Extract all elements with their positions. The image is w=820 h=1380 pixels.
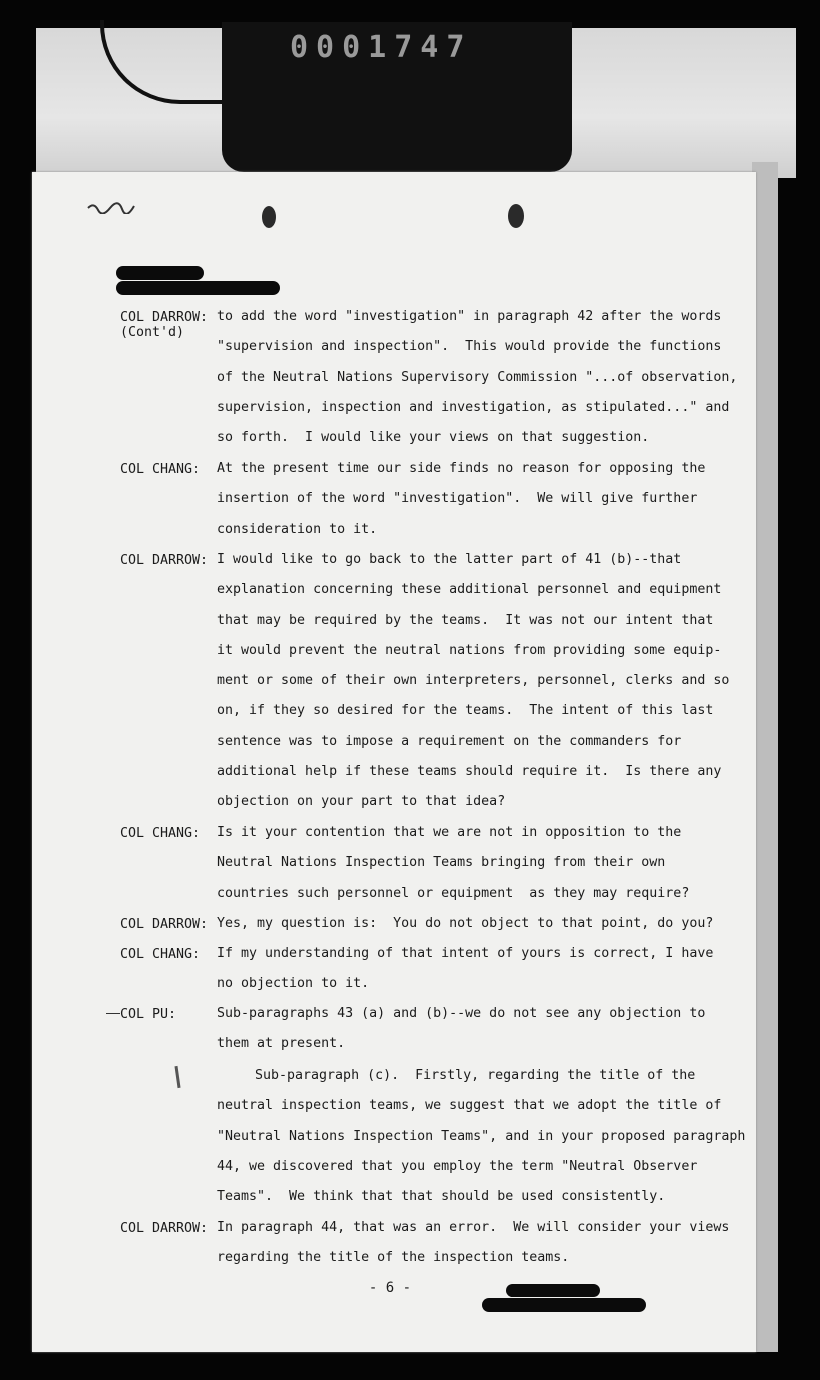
speaker-label: COL CHANG: xyxy=(120,947,201,962)
pen-mark xyxy=(86,200,136,214)
punch-hole-right xyxy=(508,204,524,228)
text-line: 44, we discovered that you employ the term "Neutral Observer xyxy=(217,1158,698,1174)
margin-tick xyxy=(106,1013,120,1014)
speech-text xyxy=(217,302,738,453)
text-line: objection on your part to that idea? xyxy=(217,794,506,810)
redaction-bar xyxy=(482,1298,646,1312)
text-line: Yes, my question is: You do not object to that point, do you? xyxy=(217,916,714,931)
text-line: ment or some of their own interpreters, personnel, clerks and so xyxy=(217,673,730,689)
text-line: them at present. xyxy=(217,1036,346,1052)
text-line: regarding the title of the inspection teams. xyxy=(217,1250,570,1266)
text-line: countries such personnel or equipment as they may require? xyxy=(217,885,690,901)
redaction-bar xyxy=(116,281,280,295)
text-line: to add the word "investigation" in paragraph 42 after the words xyxy=(217,309,722,324)
text-line: If my understanding of that intent of yours is correct, I have xyxy=(217,946,714,961)
redaction-bar xyxy=(506,1284,600,1297)
text-line: supervision, inspection and investigation, as stipulated..." and xyxy=(217,399,730,415)
text-line: At the present time our side finds no reason for opposing the xyxy=(217,461,706,476)
speaker-label: COL DARROW: xyxy=(120,1221,209,1236)
redaction-bar xyxy=(116,266,204,280)
text-line: neutral inspection teams, we suggest that we adopt the title of xyxy=(217,1098,722,1114)
text-line: Neutral Nations Inspection Teams bringing from their own xyxy=(217,855,666,871)
speech-text xyxy=(217,545,730,818)
text-line: Sub-paragraphs 43 (a) and (b)--we do not see any objection to xyxy=(217,1006,706,1021)
speech-text xyxy=(217,1213,730,1274)
speech-text xyxy=(217,1061,746,1212)
speech-text xyxy=(217,454,717,545)
text-line: Sub-paragraph (c). Firstly, regarding the title of the xyxy=(255,1068,696,1083)
text-line: no objection to it. xyxy=(217,976,370,992)
text-line: it would prevent the neutral nations from providing some equip- xyxy=(217,642,722,658)
text-line: "supervision and inspection". This would provide the functions xyxy=(217,339,722,355)
text-line: Is it your contention that we are not in opposition to the xyxy=(217,825,682,840)
document-stamp-number: 0001747 xyxy=(290,30,473,65)
text-line: I would like to go back to the latter part of 41 (b)--that xyxy=(217,552,682,567)
text-line: on, if they so desired for the teams. The intent of this last xyxy=(217,703,714,719)
text-line: In paragraph 44, that was an error. We will consider your views xyxy=(217,1220,730,1235)
text-line: of the Neutral Nations Supervisory Commission "...of observation, xyxy=(217,369,738,385)
text-line: explanation concerning these additional personnel and equipment xyxy=(217,582,722,598)
speaker-label: COL CHANG: xyxy=(120,826,201,841)
text-line: that may be required by the teams. It was not our intent that xyxy=(217,612,714,628)
text-line: Teams". We think that that should be used consistently. xyxy=(217,1189,666,1205)
speech-text xyxy=(217,999,717,1060)
speaker-label: COL DARROW: xyxy=(120,553,209,568)
text-line: insertion of the word "investigation". We will give further xyxy=(217,491,698,507)
text-line: consideration to it. xyxy=(217,521,378,537)
speech-text xyxy=(217,939,717,1000)
speaker-label: COL PU: xyxy=(120,1007,177,1022)
speaker-label: COL CHANG: xyxy=(120,462,201,477)
text-line: "Neutral Nations Inspection Teams", and in your proposed paragraph xyxy=(217,1128,746,1144)
speech-text xyxy=(217,818,717,909)
page-number: - 6 - xyxy=(368,1280,412,1296)
text-line: additional help if these teams should require it. Is there any xyxy=(217,764,722,780)
speaker-label: COL DARROW: (Cont'd) xyxy=(120,310,209,340)
punch-hole-left xyxy=(262,206,276,228)
speech-text xyxy=(217,909,717,939)
text-line: sentence was to impose a requirement on the commanders for xyxy=(217,733,682,749)
speaker-label: COL DARROW: xyxy=(120,917,209,932)
text-line: so forth. I would like your views on that suggestion. xyxy=(217,430,650,446)
